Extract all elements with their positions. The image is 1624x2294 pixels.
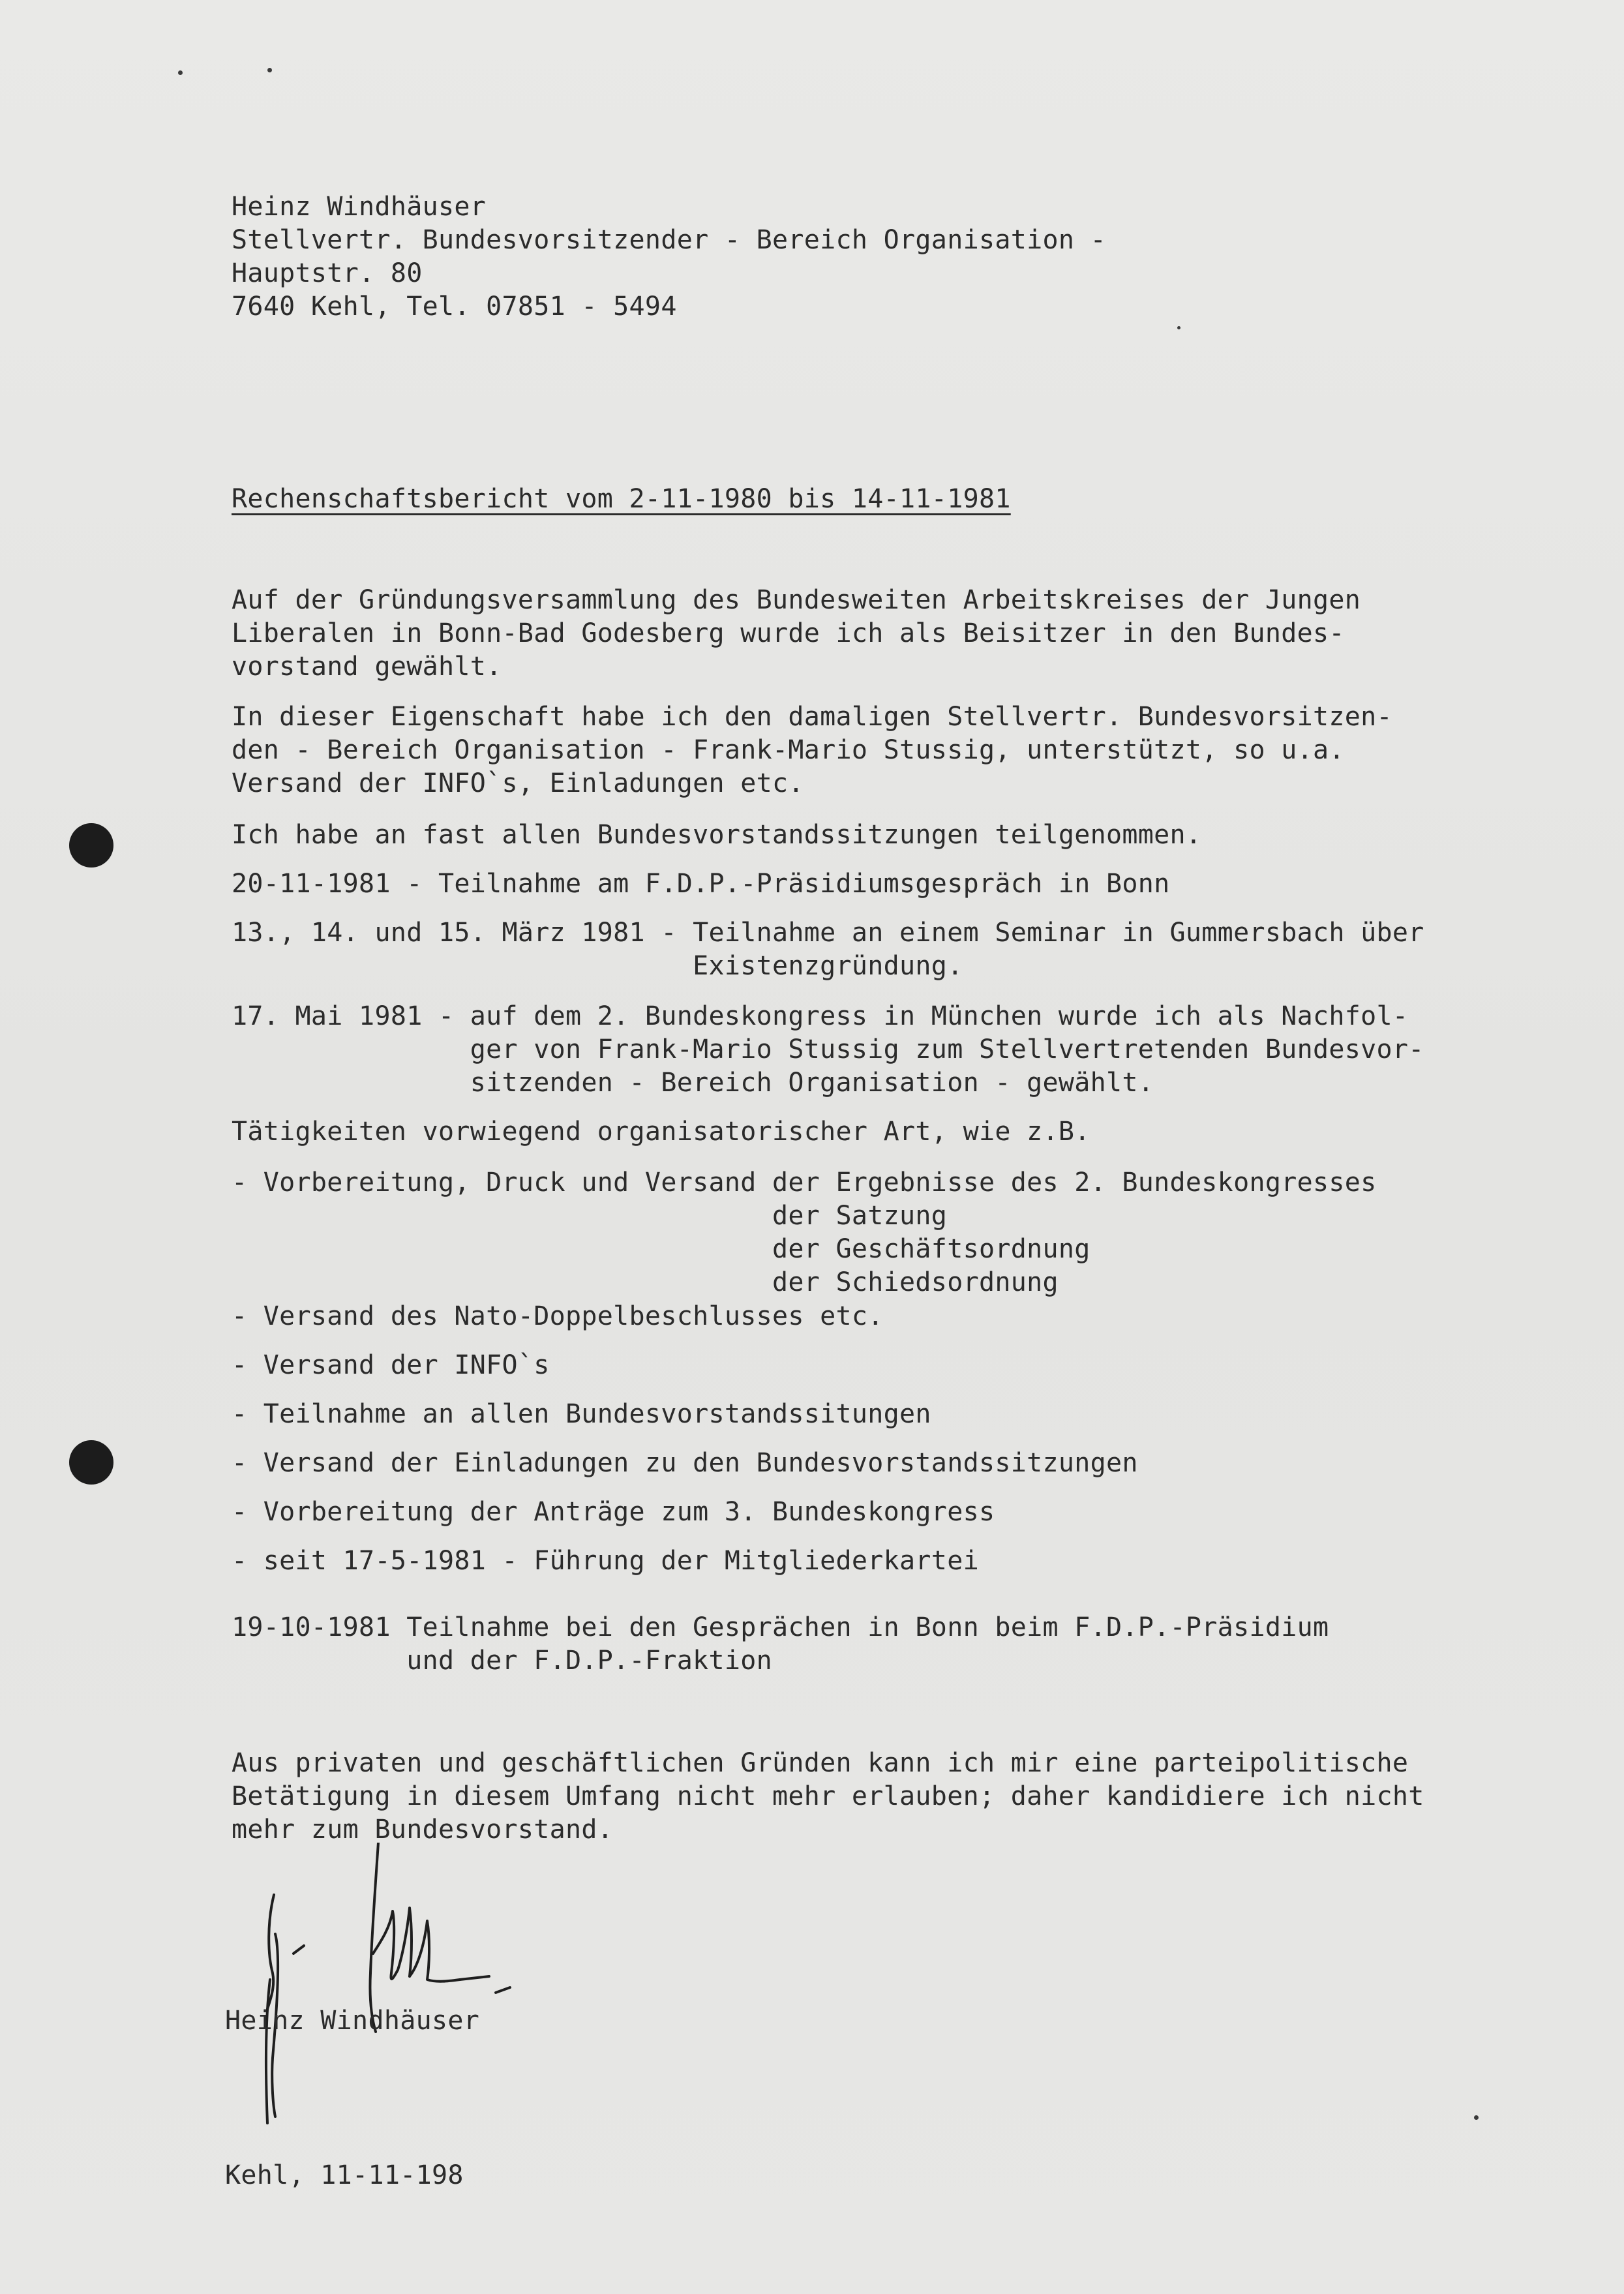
activity-line: der Geschäftsordnung xyxy=(232,1234,1090,1264)
paper-speck xyxy=(1474,2115,1479,2120)
activity-line: - Versand der INFO`s xyxy=(232,1350,550,1380)
paper-speck xyxy=(267,68,272,72)
event-line: ger von Frank-Mario Stussig zum Stellvertretenden Bundesvor- xyxy=(232,1034,1424,1064)
activity-line: - Versand der Einladungen zu den Bundesvorstandssitzungen xyxy=(232,1448,1138,1478)
closing-line: mehr zum Bundesvorstand. xyxy=(232,1815,614,1845)
punch-hole-bottom xyxy=(69,1440,113,1485)
activity-line: - Versand des Nato-Doppelbeschlusses etc. xyxy=(232,1301,884,1331)
paper-speck xyxy=(178,70,183,75)
sender-city-phone: 7640 Kehl, Tel. 07851 - 5494 xyxy=(232,292,677,322)
event-line: 20-11-1981 - Teilnahme am F.D.P.-Präsidiumsgespräch in Bonn xyxy=(232,869,1170,899)
event-line: Existenzgründung. xyxy=(232,951,963,981)
activity-line: der Satzung xyxy=(232,1201,948,1231)
sender-name: Heinz Windhäuser xyxy=(232,192,487,222)
handwritten-signature xyxy=(241,1843,528,2143)
sender-position: Stellvertr. Bundesvorsitzender - Bereich Organisation - xyxy=(232,225,1107,255)
intro-line: Liberalen in Bonn-Bad Godesberg wurde ich als Beisitzer in den Bundes- xyxy=(232,618,1345,648)
role-line: den - Bereich Organisation - Frank-Mario Stussig, unterstützt, so u.a. xyxy=(232,735,1345,765)
event-line: sitzenden - Bereich Organisation - gewählt. xyxy=(232,1068,1154,1098)
closing-line: Betätigung in diesem Umfang nicht mehr erlauben; daher kandidiere ich nicht xyxy=(232,1781,1424,1811)
role-line: Versand der INFO`s, Einladungen etc. xyxy=(232,768,804,798)
activity-line: - Teilnahme an allen Bundesvorstandssitungen xyxy=(232,1399,931,1429)
punch-hole-top xyxy=(69,823,113,868)
paper-speck xyxy=(1177,326,1180,329)
event-line: 13., 14. und 15. März 1981 - Teilnahme an einem Seminar in Gummersbach über xyxy=(232,918,1424,948)
attendance-line: Ich habe an fast allen Bundesvorstandssitzungen teilgenommen. xyxy=(232,820,1202,850)
event-line: 17. Mai 1981 - auf dem 2. Bundeskongress in München wurde ich als Nachfol- xyxy=(232,1001,1409,1031)
meeting-line: 19-10-1981 Teilnahme bei den Gesprächen in Bonn beim F.D.P.-Präsidium xyxy=(232,1612,1329,1642)
role-line: In dieser Eigenschaft habe ich den damaligen Stellvertr. Bundesvorsitzen- xyxy=(232,702,1392,732)
signature-name: Heinz Windhäuser xyxy=(225,2006,480,2036)
sender-street: Hauptstr. 80 xyxy=(232,258,423,288)
intro-line: vorstand gewählt. xyxy=(232,652,502,682)
activities-intro: Tätigkeiten vorwiegend organisatorischer Art, wie z.B. xyxy=(232,1117,1090,1147)
place-date: Kehl, 11-11-198 xyxy=(225,2160,464,2190)
activity-line: - seit 17-5-1981 - Führung der Mitgliederkartei xyxy=(232,1546,979,1576)
intro-line: Auf der Gründungsversammlung des Bundesweiten Arbeitskreises der Jungen xyxy=(232,585,1361,615)
report-title: Rechenschaftsbericht vom 2-11-1980 bis 14-11-1981 xyxy=(232,484,1011,514)
activity-line: - Vorbereitung, Druck und Versand der Ergebnisse des 2. Bundeskongresses xyxy=(232,1168,1377,1198)
activity-line: der Schiedsordnung xyxy=(232,1267,1059,1297)
meeting-line: und der F.D.P.-Fraktion xyxy=(232,1646,772,1676)
closing-line: Aus privaten und geschäftlichen Gründen kann ich mir eine parteipolitische xyxy=(232,1748,1409,1778)
activity-line: - Vorbereitung der Anträge zum 3. Bundeskongress xyxy=(232,1497,995,1527)
